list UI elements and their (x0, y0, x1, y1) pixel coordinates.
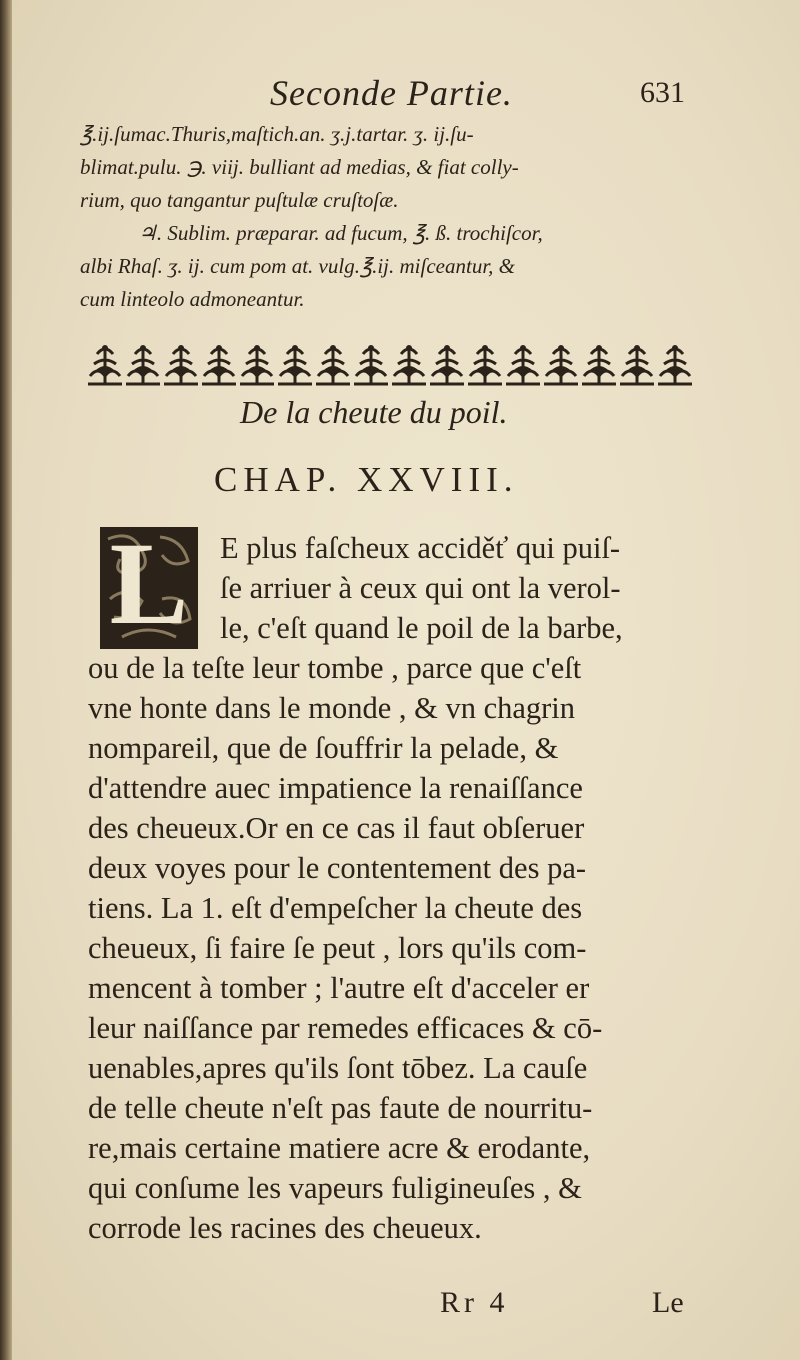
binding-gutter (0, 0, 12, 1360)
body-line: leur naiſſance par remedes efficaces & cō- (88, 1011, 603, 1045)
body-line: vne honte dans le monde , & vn chagrin (88, 691, 576, 725)
recipe-line: ♃. Sublim. præparar. ad fucum, ℥. ß. trochiſcor, (138, 221, 543, 245)
recipe-line: rium, quo tangantur puſtulæ cruſtoſæ. (80, 188, 399, 212)
section-title: De la cheute du poil. (240, 394, 508, 430)
body-line: re,mais certaine matiere acre & erodante, (88, 1131, 591, 1165)
body-line: de telle cheute n'eſt pas faute de nourritu- (88, 1091, 593, 1125)
body-line: mencent à tomber ; l'autre eſt d'acceler er (88, 971, 590, 1005)
page-number: 631 (640, 76, 685, 109)
recipe-line: blimat.pulu. ℈. viij. bulliant ad medias, & fiat colly- (80, 155, 519, 179)
signature-mark: Rr 4 (440, 1286, 509, 1319)
body-line: nompareil, que de ſouffrir la pelade, & (88, 731, 559, 765)
body-line: qui conſume les vapeurs fuligineuſes , & (88, 1171, 582, 1205)
body-line: ou de la teſte leur tombe , parce que c'eſt (88, 651, 582, 685)
body-line: cheueux, ſi faire ſe peut , lors qu'ils com- (88, 931, 587, 965)
fleuron-ornament-band (86, 342, 716, 388)
recipe-block (80, 118, 720, 316)
body-line: E plus faſcheux acciděť qui puiſ- (220, 531, 621, 565)
recipe-line: albi Rhaſ. ʒ. ij. cum pom at. vulg.℥.ij. miſceantur, & (80, 254, 516, 278)
body-line: deux voyes pour le contentement des pa- (88, 851, 587, 885)
chapter-heading: CHAP. XXVIII. (214, 460, 519, 499)
body-line: ſe arriuer à ceux qui ont la verol- (220, 571, 621, 605)
body-line: des cheueux.Or en ce cas il faut obſeruer (88, 811, 585, 845)
body-line: d'attendre auec impatience la renaiſſance (88, 771, 583, 805)
body-line: uenables,apres qu'ils ſont tōbez. La cauſe (88, 1051, 588, 1085)
catchword: Le (652, 1286, 684, 1319)
body-line: le, c'eſt quand le poil de la barbe, (220, 611, 623, 645)
body-paragraph (88, 528, 708, 1248)
initial-letter: L (109, 518, 189, 649)
body-line: corrode les racines des cheueux. (88, 1211, 482, 1245)
recipe-line: cum linteolo admoneantur. (80, 287, 305, 311)
running-head-title: Seconde Partie. (270, 73, 513, 113)
running-head (0, 72, 800, 122)
body-line: tiens. La 1. eſt d'empeſcher la cheute des (88, 891, 583, 925)
recipe-line: ℥.ij.ſumac.Thuris,maſtich.an. ʒ.j.tartar. ʒ. ij.ſu- (80, 122, 474, 146)
